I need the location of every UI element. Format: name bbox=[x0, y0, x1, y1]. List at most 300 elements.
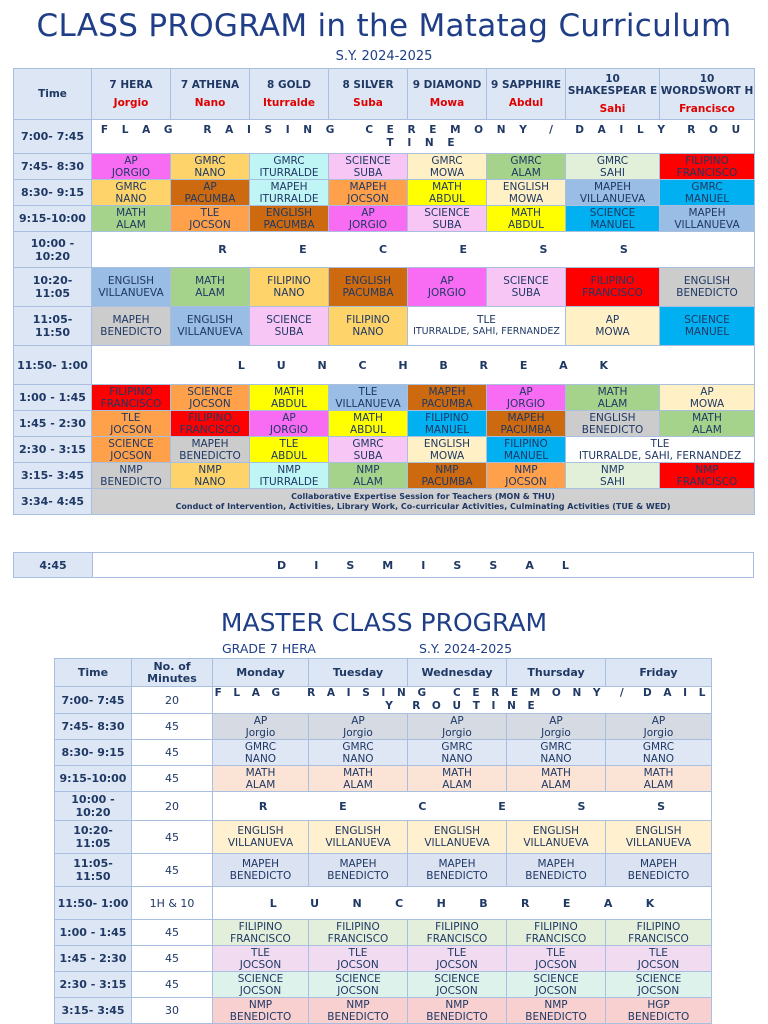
teacher: Jorgio bbox=[442, 726, 472, 739]
subject: GMRC bbox=[352, 437, 384, 450]
subject: MATH bbox=[442, 766, 472, 779]
day-cell bbox=[507, 998, 606, 1024]
time-slot: 10:20- 11:05 bbox=[14, 268, 92, 307]
teacher: ALAM bbox=[245, 778, 276, 791]
subject: ENGLISH bbox=[265, 206, 313, 219]
teacher: SAHI bbox=[599, 475, 626, 488]
section-header bbox=[660, 69, 755, 120]
letter: B bbox=[479, 896, 488, 910]
dismissal-row bbox=[13, 552, 754, 578]
teacher: SUBA bbox=[353, 166, 383, 179]
master-recess-row-label bbox=[213, 792, 712, 821]
day-cell bbox=[606, 821, 712, 854]
teacher: FRANCISCO bbox=[676, 475, 738, 488]
time-slot: 1:45 - 2:30 bbox=[55, 946, 132, 972]
tle-combined-cell bbox=[566, 437, 755, 463]
master-title: MASTER CLASS PROGRAM bbox=[220, 608, 548, 637]
time-slot: 2:30 - 3:15 bbox=[14, 437, 92, 463]
teacher: SAHI bbox=[599, 166, 626, 179]
teacher: FRANCISCO bbox=[582, 287, 643, 299]
dismissal-label bbox=[93, 553, 754, 578]
letter: S bbox=[657, 799, 666, 813]
teacher: NANO bbox=[244, 752, 277, 765]
subject: SCIENCE bbox=[187, 385, 233, 398]
day-cell bbox=[408, 740, 507, 766]
teacher: JOCSON bbox=[535, 984, 577, 997]
teacher: Jorgio bbox=[343, 726, 373, 739]
teacher: ABDUL bbox=[428, 192, 465, 205]
adviser-name: Nano bbox=[194, 97, 226, 109]
letter: R bbox=[521, 896, 530, 910]
section-name: 7 ATHENA bbox=[180, 79, 240, 91]
teacher: MOWA bbox=[508, 192, 544, 205]
teacher: MANUEL bbox=[684, 326, 730, 338]
teacher: VILLANUEVA bbox=[523, 837, 589, 849]
schedule-cell bbox=[250, 463, 329, 489]
column-header: Thursday bbox=[507, 659, 606, 687]
schedule-row bbox=[14, 268, 755, 307]
teacher: JOCSON bbox=[189, 218, 231, 231]
teacher: NANO bbox=[441, 752, 473, 765]
schedule-cell bbox=[487, 180, 566, 206]
adviser-name: Mowa bbox=[429, 97, 465, 109]
letter: U bbox=[310, 896, 320, 910]
schedule-cell bbox=[566, 206, 660, 232]
schedule-row bbox=[14, 463, 755, 489]
teacher: JORGIO bbox=[427, 287, 467, 299]
master-lunch-row bbox=[55, 887, 712, 920]
schedule-row bbox=[14, 206, 755, 232]
schedule-cell bbox=[487, 268, 566, 307]
section-header bbox=[487, 69, 566, 120]
schedule-cell bbox=[250, 307, 329, 346]
subject: NMP bbox=[248, 998, 273, 1011]
teacher: NANO bbox=[540, 752, 572, 765]
schedule-cell bbox=[92, 268, 171, 307]
subject: MATH bbox=[511, 206, 541, 219]
day-cell bbox=[309, 854, 408, 887]
subject: NMP bbox=[198, 463, 222, 476]
teacher: ALAM bbox=[643, 778, 674, 791]
schedule-row bbox=[14, 180, 755, 206]
subject: MAPEH bbox=[339, 858, 377, 870]
subject: FILIPINO bbox=[336, 920, 380, 933]
schedule-cell bbox=[171, 206, 250, 232]
collab-line: Collaborative Expertise Session for Teachers (MON & THU) bbox=[291, 491, 555, 501]
minutes: 45 bbox=[132, 972, 213, 998]
teacher: ABDUL bbox=[270, 449, 307, 462]
lunch-row-label bbox=[92, 346, 755, 385]
subject: TLE bbox=[650, 437, 670, 450]
day-cell bbox=[408, 920, 507, 946]
schedule-cell bbox=[408, 385, 487, 411]
schedule-cell bbox=[660, 307, 755, 346]
column-header: No. of Minutes bbox=[132, 659, 213, 687]
schedule-cell bbox=[408, 268, 487, 307]
day-cell bbox=[606, 766, 712, 792]
master-row bbox=[55, 766, 712, 792]
teacher: JOCSON bbox=[637, 958, 680, 971]
schedule-cell bbox=[408, 437, 487, 463]
schedule-cell bbox=[660, 411, 755, 437]
subject: NMP bbox=[435, 463, 459, 476]
subject: ENGLISH bbox=[635, 825, 682, 837]
schedule-cell bbox=[408, 463, 487, 489]
letter: S bbox=[577, 799, 586, 813]
subject: FILIPINO bbox=[685, 154, 729, 167]
schedule-cell bbox=[566, 307, 660, 346]
minutes: 45 bbox=[132, 740, 213, 766]
teacher: PACUMBA bbox=[500, 423, 552, 436]
time-slot: 1:00 - 1:45 bbox=[14, 385, 92, 411]
letter: M bbox=[382, 558, 394, 572]
day-cell bbox=[213, 998, 309, 1024]
day-cell bbox=[309, 946, 408, 972]
subject: AP bbox=[124, 154, 138, 167]
minutes: 45 bbox=[132, 766, 213, 792]
teacher: JOCSON bbox=[337, 958, 379, 971]
subject: GMRC bbox=[596, 154, 629, 167]
teacher: FRANCISCO bbox=[525, 932, 587, 945]
letter: E bbox=[299, 243, 307, 256]
subject: GMRC bbox=[431, 154, 463, 167]
subject: TLE bbox=[477, 314, 496, 326]
schedule-row bbox=[14, 385, 755, 411]
page-title: CLASS PROGRAM in the Matatag Curriculum bbox=[36, 8, 732, 44]
letter: A bbox=[525, 558, 534, 572]
schedule-cell bbox=[171, 307, 250, 346]
time-slot: 2:30 - 3:15 bbox=[55, 972, 132, 998]
subject: TLE bbox=[447, 946, 467, 959]
subject: ENGLISH bbox=[589, 411, 636, 424]
letter: H bbox=[398, 358, 408, 372]
master-row bbox=[55, 946, 712, 972]
subject: TLE bbox=[279, 437, 299, 450]
adviser-name: Francisco bbox=[679, 103, 735, 115]
teacher: VILLANUEVA bbox=[98, 287, 164, 299]
teacher: VILLANUEVA bbox=[625, 837, 692, 849]
subject: TLE bbox=[121, 411, 141, 424]
letter: S bbox=[453, 558, 462, 572]
letter: I bbox=[314, 558, 319, 572]
teacher: FRANCISCO bbox=[676, 166, 738, 179]
letter: A bbox=[603, 896, 613, 910]
schedule-cell bbox=[171, 463, 250, 489]
letter: E bbox=[459, 243, 468, 256]
time-slot: 11:05- 11:50 bbox=[14, 307, 92, 346]
minutes: 20 bbox=[132, 687, 213, 714]
teacher: JOCSON bbox=[347, 192, 389, 205]
teacher: Jorgio bbox=[541, 726, 571, 739]
schedule-cell bbox=[92, 180, 171, 206]
recess-row bbox=[14, 232, 755, 268]
subject: AP bbox=[651, 714, 666, 727]
subject: GMRC bbox=[510, 154, 542, 167]
teacher: BENEDICTO bbox=[229, 870, 292, 882]
subject: NMP bbox=[514, 463, 538, 476]
teacher: FRANCISCO bbox=[179, 423, 241, 436]
time-slot: 10:00 - 10:20 bbox=[55, 792, 132, 821]
time-slot: 9:15-10:00 bbox=[55, 766, 132, 792]
subject: FILIPINO bbox=[425, 411, 469, 424]
subject: MAPEH bbox=[428, 385, 466, 398]
teacher: JOCSON bbox=[436, 984, 478, 997]
subject: MATH bbox=[692, 411, 722, 424]
time-slot: 7:00- 7:45 bbox=[55, 687, 132, 714]
teacher: BENEDICTO bbox=[426, 870, 488, 882]
section-name: 8 GOLD bbox=[267, 79, 311, 91]
teacher: JORGIO bbox=[111, 166, 151, 179]
subject: GMRC bbox=[115, 180, 147, 193]
schedule-cell bbox=[250, 437, 329, 463]
letter: S bbox=[539, 243, 548, 256]
section-name: 9 SAPPHIRE bbox=[491, 79, 561, 91]
teacher: BENEDICTO bbox=[676, 287, 738, 299]
teacher: ALAM bbox=[116, 218, 146, 231]
time-slot: 11:50- 1:00 bbox=[55, 887, 132, 920]
letter: C bbox=[395, 896, 404, 910]
schedule-cell bbox=[171, 437, 250, 463]
time-slot: 3:34- 4:45 bbox=[14, 489, 92, 515]
subject: SCIENCE bbox=[237, 972, 284, 985]
teacher: SUBA bbox=[274, 326, 304, 338]
subject: TLE bbox=[200, 206, 220, 219]
master-row bbox=[55, 821, 712, 854]
subject: ENGLISH bbox=[683, 275, 731, 287]
day-cell bbox=[213, 714, 309, 740]
teacher: JOCSON bbox=[239, 958, 282, 971]
letter: K bbox=[645, 896, 655, 910]
schedule-cell bbox=[171, 411, 250, 437]
schedule-cell bbox=[92, 307, 171, 346]
adviser-name: Suba bbox=[353, 97, 383, 109]
subject: AP bbox=[700, 385, 714, 398]
teacher: MOWA bbox=[595, 326, 630, 338]
day-cell bbox=[408, 821, 507, 854]
teacher: VILLANUEVA bbox=[177, 326, 243, 338]
teacher: ABDUL bbox=[507, 218, 544, 231]
letter: R bbox=[258, 799, 268, 813]
teacher: NANO bbox=[115, 192, 147, 205]
subject: MATH bbox=[116, 206, 146, 219]
lunch-row bbox=[14, 346, 755, 385]
subject: NMP bbox=[600, 463, 625, 476]
teacher: VILLANUEVA bbox=[325, 837, 391, 849]
subject: MATH bbox=[245, 766, 276, 779]
column-header: Monday bbox=[213, 659, 309, 687]
time-slot: 3:15- 3:45 bbox=[55, 998, 132, 1024]
column-header: Friday bbox=[606, 659, 712, 687]
teacher: JOCSON bbox=[637, 984, 680, 997]
subject: MATH bbox=[541, 766, 571, 779]
teacher: JOCSON bbox=[505, 475, 547, 488]
time-slot: 7:45- 8:30 bbox=[55, 714, 132, 740]
teacher: JOCSON bbox=[239, 984, 282, 997]
subject: SCIENCE bbox=[503, 275, 549, 287]
day-cell bbox=[309, 998, 408, 1024]
time-slot: 9:15-10:00 bbox=[14, 206, 92, 232]
day-cell bbox=[507, 854, 606, 887]
subject: GMRC bbox=[642, 740, 675, 753]
teacher: ALAM bbox=[195, 287, 225, 299]
subject: NMP bbox=[445, 998, 469, 1011]
day-cell bbox=[507, 740, 606, 766]
tle-combined-cell bbox=[408, 307, 566, 346]
adviser-name: Iturralde bbox=[262, 97, 316, 109]
schedule-cell bbox=[92, 411, 171, 437]
subject: NMP bbox=[346, 998, 370, 1011]
subject: AP bbox=[253, 714, 268, 727]
day-cell bbox=[309, 766, 408, 792]
schedule-cell bbox=[92, 437, 171, 463]
minutes: 45 bbox=[132, 821, 213, 854]
letter: D bbox=[277, 558, 287, 572]
subject: ENGLISH bbox=[237, 825, 284, 837]
schedule-cell bbox=[92, 206, 171, 232]
subject: GMRC bbox=[244, 740, 277, 753]
subject: SCIENCE bbox=[424, 206, 470, 219]
teacher: MANUEL bbox=[503, 449, 549, 462]
subject: HGP bbox=[647, 998, 670, 1011]
schedule-row bbox=[14, 411, 755, 437]
subject: GMRC bbox=[691, 180, 723, 193]
schedule-cell bbox=[566, 268, 660, 307]
subject: FILIPINO bbox=[590, 275, 635, 287]
section-header bbox=[250, 69, 329, 120]
section-header bbox=[329, 69, 408, 120]
teacher: JORGIO bbox=[506, 397, 546, 410]
recess-row-label bbox=[92, 232, 755, 268]
flag-ceremony-label: F L A G R A I S I N G C E R E M O N Y / D A I L Y R O U T I N E bbox=[92, 120, 755, 154]
subject: FILIPINO bbox=[636, 920, 681, 933]
letter: I bbox=[421, 558, 426, 572]
schedule-cell bbox=[487, 206, 566, 232]
subject: MATH bbox=[274, 385, 304, 398]
column-header: Tuesday bbox=[309, 659, 408, 687]
teacher: VILLANUEVA bbox=[335, 397, 401, 410]
day-cell bbox=[408, 946, 507, 972]
master-flag-row-label: F L A G R A I S I N G C E R E M O N Y / D A I L Y R O U T I N E bbox=[213, 687, 712, 714]
teacher: SUBA bbox=[353, 449, 383, 462]
schedule-cell bbox=[487, 437, 566, 463]
teacher: BENEDICTO bbox=[627, 870, 690, 882]
section-header bbox=[566, 69, 660, 120]
letter: N bbox=[317, 358, 327, 372]
subject: TLE bbox=[358, 385, 378, 398]
teacher: MANUEL bbox=[424, 423, 470, 436]
teacher: ITURRALDE bbox=[259, 166, 319, 179]
letter: C bbox=[418, 799, 427, 813]
day-cell bbox=[408, 998, 507, 1024]
teacher: MANUEL bbox=[590, 218, 635, 231]
letter: K bbox=[599, 358, 608, 372]
time-slot: 7:00- 7:45 bbox=[14, 120, 92, 154]
schedule-cell bbox=[171, 154, 250, 180]
time-slot: 3:15- 3:45 bbox=[14, 463, 92, 489]
schedule-cell bbox=[329, 268, 408, 307]
adviser-name: Sahi bbox=[599, 103, 626, 115]
teacher: ALAM bbox=[541, 778, 571, 791]
schedule-cell bbox=[660, 385, 755, 411]
collab-session-cell bbox=[92, 489, 755, 515]
subject: ENGLISH bbox=[334, 825, 382, 837]
column-header: Time bbox=[55, 659, 132, 687]
subject: MAPEH bbox=[112, 314, 150, 326]
schedule-cell bbox=[487, 463, 566, 489]
day-cell bbox=[213, 946, 309, 972]
teacher: BENEDICTO bbox=[525, 870, 587, 882]
teacher: SUBA bbox=[511, 287, 541, 299]
schedule-cell bbox=[408, 206, 487, 232]
section-name: 10 WORDSWORT H bbox=[660, 73, 754, 97]
subject: AP bbox=[440, 275, 454, 287]
minutes: 45 bbox=[132, 854, 213, 887]
subject: GMRC bbox=[194, 154, 226, 167]
schedule-cell bbox=[329, 437, 408, 463]
schedule-cell bbox=[408, 180, 487, 206]
subject: FILIPINO bbox=[534, 920, 578, 933]
schedule-cell bbox=[487, 154, 566, 180]
letter: S bbox=[489, 558, 498, 572]
teacher: ITURRALDE bbox=[259, 475, 319, 488]
letter: R bbox=[479, 358, 489, 372]
subject: TLE bbox=[546, 946, 566, 959]
section-name: 10 SHAKESPEAR E bbox=[567, 73, 658, 97]
teacher: ALAM bbox=[511, 166, 541, 179]
teacher: JOCSON bbox=[436, 958, 478, 971]
day-cell bbox=[309, 821, 408, 854]
teacher: VILLANUEVA bbox=[424, 837, 490, 849]
teacher: MOWA bbox=[429, 166, 465, 179]
teacher: PACUMBA bbox=[263, 218, 315, 231]
master-row bbox=[55, 854, 712, 887]
subject: ENGLISH bbox=[344, 275, 392, 287]
letter: B bbox=[439, 358, 448, 372]
day-cell bbox=[507, 920, 606, 946]
subject: ENGLISH bbox=[423, 437, 471, 450]
subject: NMP bbox=[544, 998, 568, 1011]
subject: SCIENCE bbox=[345, 154, 391, 167]
teacher: ITURRALDE, SAHI, FERNANDEZ bbox=[578, 449, 742, 462]
schedule-cell bbox=[92, 154, 171, 180]
letter: E bbox=[562, 896, 571, 910]
teacher: NANO bbox=[194, 475, 226, 488]
time-slot: 1:00 - 1:45 bbox=[55, 920, 132, 946]
collab-line: Conduct of Intervention, Activities, Library Work, Co-curricular Activities, Culminating Activities (TUE & WED) bbox=[175, 501, 671, 511]
subject: TLE bbox=[649, 946, 668, 959]
subject: NMP bbox=[695, 463, 719, 476]
teacher: NANO bbox=[342, 752, 374, 765]
schedule-cell bbox=[329, 206, 408, 232]
subject: ENGLISH bbox=[433, 825, 481, 837]
subject: AP bbox=[203, 180, 217, 193]
teacher: JOCSON bbox=[337, 984, 379, 997]
subject: SCIENCE bbox=[335, 972, 381, 985]
subject: NMP bbox=[119, 463, 143, 476]
schedule-cell bbox=[487, 411, 566, 437]
teacher: ALAM bbox=[353, 475, 383, 488]
letter: L bbox=[269, 896, 277, 910]
subject: GMRC bbox=[342, 740, 374, 753]
adviser-name: Jorgio bbox=[113, 97, 149, 109]
subject: SCIENCE bbox=[434, 972, 480, 985]
schedule-cell bbox=[566, 463, 660, 489]
schedule-cell bbox=[487, 385, 566, 411]
subject: AP bbox=[549, 714, 563, 727]
teacher: BENEDICTO bbox=[525, 1010, 587, 1023]
letter: E bbox=[519, 358, 528, 372]
teacher: ALAM bbox=[343, 778, 373, 791]
